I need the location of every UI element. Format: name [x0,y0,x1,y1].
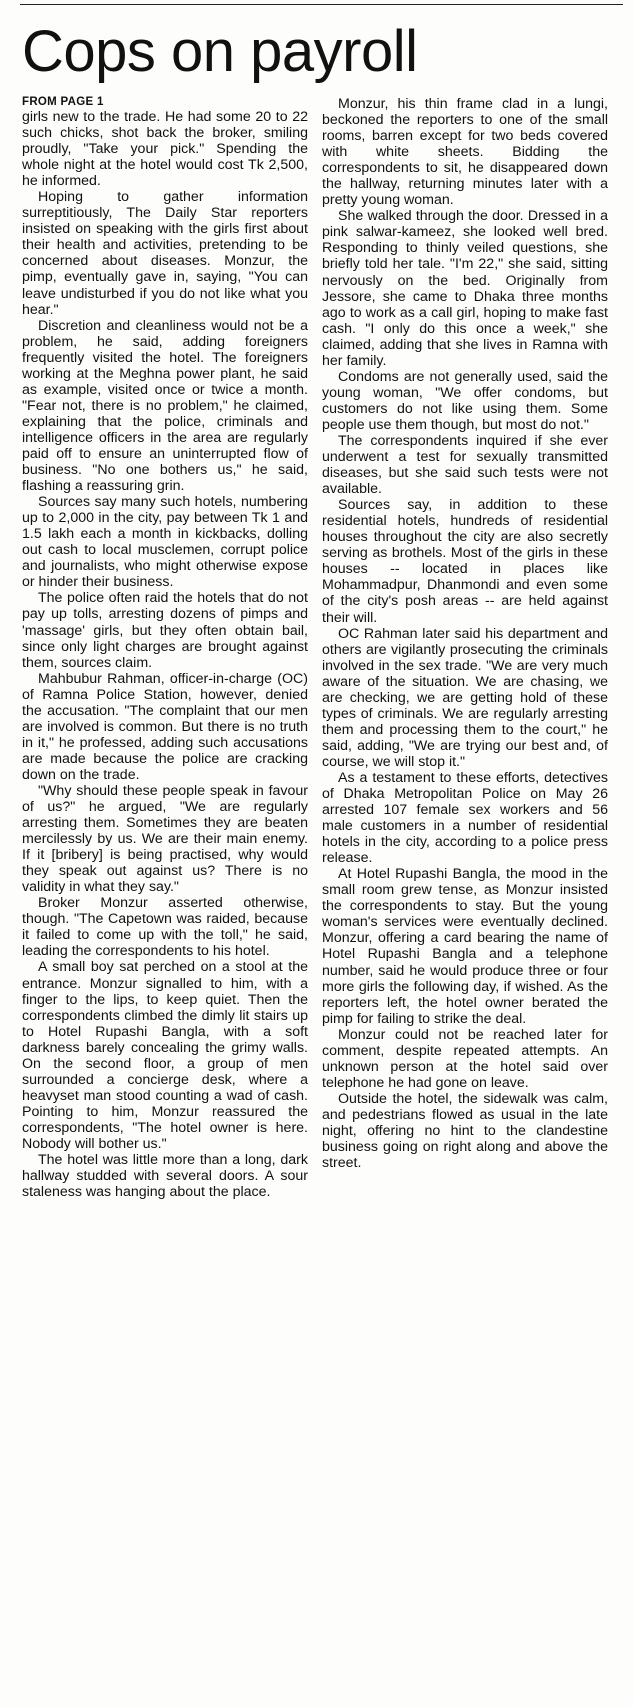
paragraph: Monzur, his thin frame clad in a lungi, beckoned the reporters to one of the small rooms, barren except for two beds covered with white sheets. Bidding the correspondents to sit, he disappeared down the hallway, returning minutes later with a pretty young woman. [322,96,608,209]
top-rule [20,4,623,5]
paragraph: Mahbubur Rahman, officer-in-charge (OC) of Ramna Police Station, however, denied the accusation. "The complaint that our men are involved is common. But there is no truth in it," he professed, adding such accusations are made because the police are cracking down on the trade. [22,670,308,783]
article-column-left [22,96,308,1200]
paragraph: Discretion and cleanliness would not be a problem, he said, adding foreigners frequently visited the hotel. The foreigners working at the Meghna power plant, he said as example, visited once or twice a month. "Fear not, there is no problem," he claimed, explaining that the police, criminals and intelligence officers in the area are regularly paid off to ensure an uninterrupted flow of business. "No one bothers us," he said, flashing a reassuring grin. [22,317,308,495]
paragraph: A small boy sat perched on a stool at the entrance. Monzur signalled to him, with a finger to the lips, to keep quiet. Then the correspondents climbed the dimly lit stairs up to Hotel Rupashi Bangla, with a soft darkness barely concealing the grimy walls. On the second floor, a group of men surrounded a concierge desk, where a heavyset man stood counting a wad of cash. Pointing to him, Monzur reassured the correspondents, "The hotel owner is here. Nobody will bother us." [22,959,308,1152]
paragraph: At Hotel Rupashi Bangla, the mood in the small room grew tense, as Monzur insisted the correspondents to stay. But the young woman's services were eventually declined. Monzur, offering a card bearing the name of Hotel Rupashi Bangla and a telephone number, said he would produce three or four more girls the following day, if wished. As the reporters left, the hotel owner berated the pimp for failing to strike the deal. [322,866,608,1027]
paragraph: The police often raid the hotels that do not pay up tolls, arresting dozens of pimps and 'massage' girls, but they often obtain bail, since only light charges are brought against them, sources claim. [22,590,308,671]
paragraph: Hoping to gather information surreptitiously, The Daily Star reporters insisted on speaking with the girls first about their health and activities, pretending to be concerned about diseases. Monzur, the pimp, eventually gave in, saying, "You can leave undisturbed if you do not like what you hear." [22,189,308,318]
paragraph: Condoms are not generally used, said the young woman, "We offer condoms, but customers do not like using them. Some people use them though, but most do not." [322,368,608,433]
article-column-right [322,96,608,1171]
paragraph: girls new to the trade. He had some 20 to 22 such chicks, shot back the broker, smiling proudly, "Take your pick." Spending the whole night at the hotel would cost Tk 2,500, he informed. [22,109,308,190]
paragraph: Sources say, in addition to these residential hotels, hundreds of residential houses throughout the city are also secretly serving as brothels. Most of the girls in these houses -- located in places like Mohammadpur, Dhanmondi and even some of the city's posh areas -- are held against their will. [322,497,608,626]
paragraph: She walked through the door. Dressed in a pink salwar-kameez, she looked well bred. Responding to thinly veiled questions, she briefly told her tale. "I'm 22," she said, sitting nervously on the bed. Originally from Jessore, she came to Dhaka three months ago to work as a call girl, hoping to make fast cash. "I only do this once a week," she claimed, adding that she lives in Ramna with her family. [322,208,608,369]
headline: Cops on payroll [22,19,418,84]
paragraph: The hotel was little more than a long, dark hallway studded with several doors. A sour staleness was hanging about the place. [22,1152,308,1201]
paragraph: OC Rahman later said his department and others are vigilantly prosecuting the criminals involved in the sex trade. "We are very much aware of the situation. We are chasing, we are checking, we are getting hold of these types of criminals. We are regularly arresting them and processing them to the court," he said, adding, "We are trying our best and, of course, we will stop it." [322,625,608,770]
paragraph: As a testament to these efforts, detectives of Dhaka Metropolitan Police on May 26 arrested 107 female sex workers and 56 male customers in a number of residential hotels in the city, according to a police press release. [322,769,608,867]
paragraph: "Why should these people speak in favour of us?" he argued, "We are regularly arresting them. Sometimes they are beaten mercilessly by us. We are their main enemy. If it [bribery] is being practised, why would they speak out against us? There is no validity in what they say." [22,782,308,896]
paragraph: Sources say many such hotels, numbering up to 2,000 in the city, pay between Tk 1 and 1.5 lakh each a month in kickbacks, dolling out cash to local musclemen, corrupt police and journalists, who might otherwise expose or hinder their business. [22,494,308,591]
paragraph: The correspondents inquired if she ever underwent a test for sexually transmitted diseases, but she said such tests were not available. [322,432,608,498]
paragraph: Monzur could not be reached later for comment, despite repeated attempts. An unknown person at the hotel said over telephone he had gone on leave. [322,1026,608,1091]
paragraph: Outside the hotel, the sidewalk was calm, and pedestrians flowed as usual in the late night, offering no hint to the clandestine business going on right along and above the street. [322,1090,608,1172]
paragraph: Broker Monzur asserted otherwise, though. "The Capetown was raided, because it failed to come up with the toll," he said, leading the correspondents to his hotel. [22,895,308,960]
continuation-kicker: FROM PAGE 1 [22,96,104,108]
